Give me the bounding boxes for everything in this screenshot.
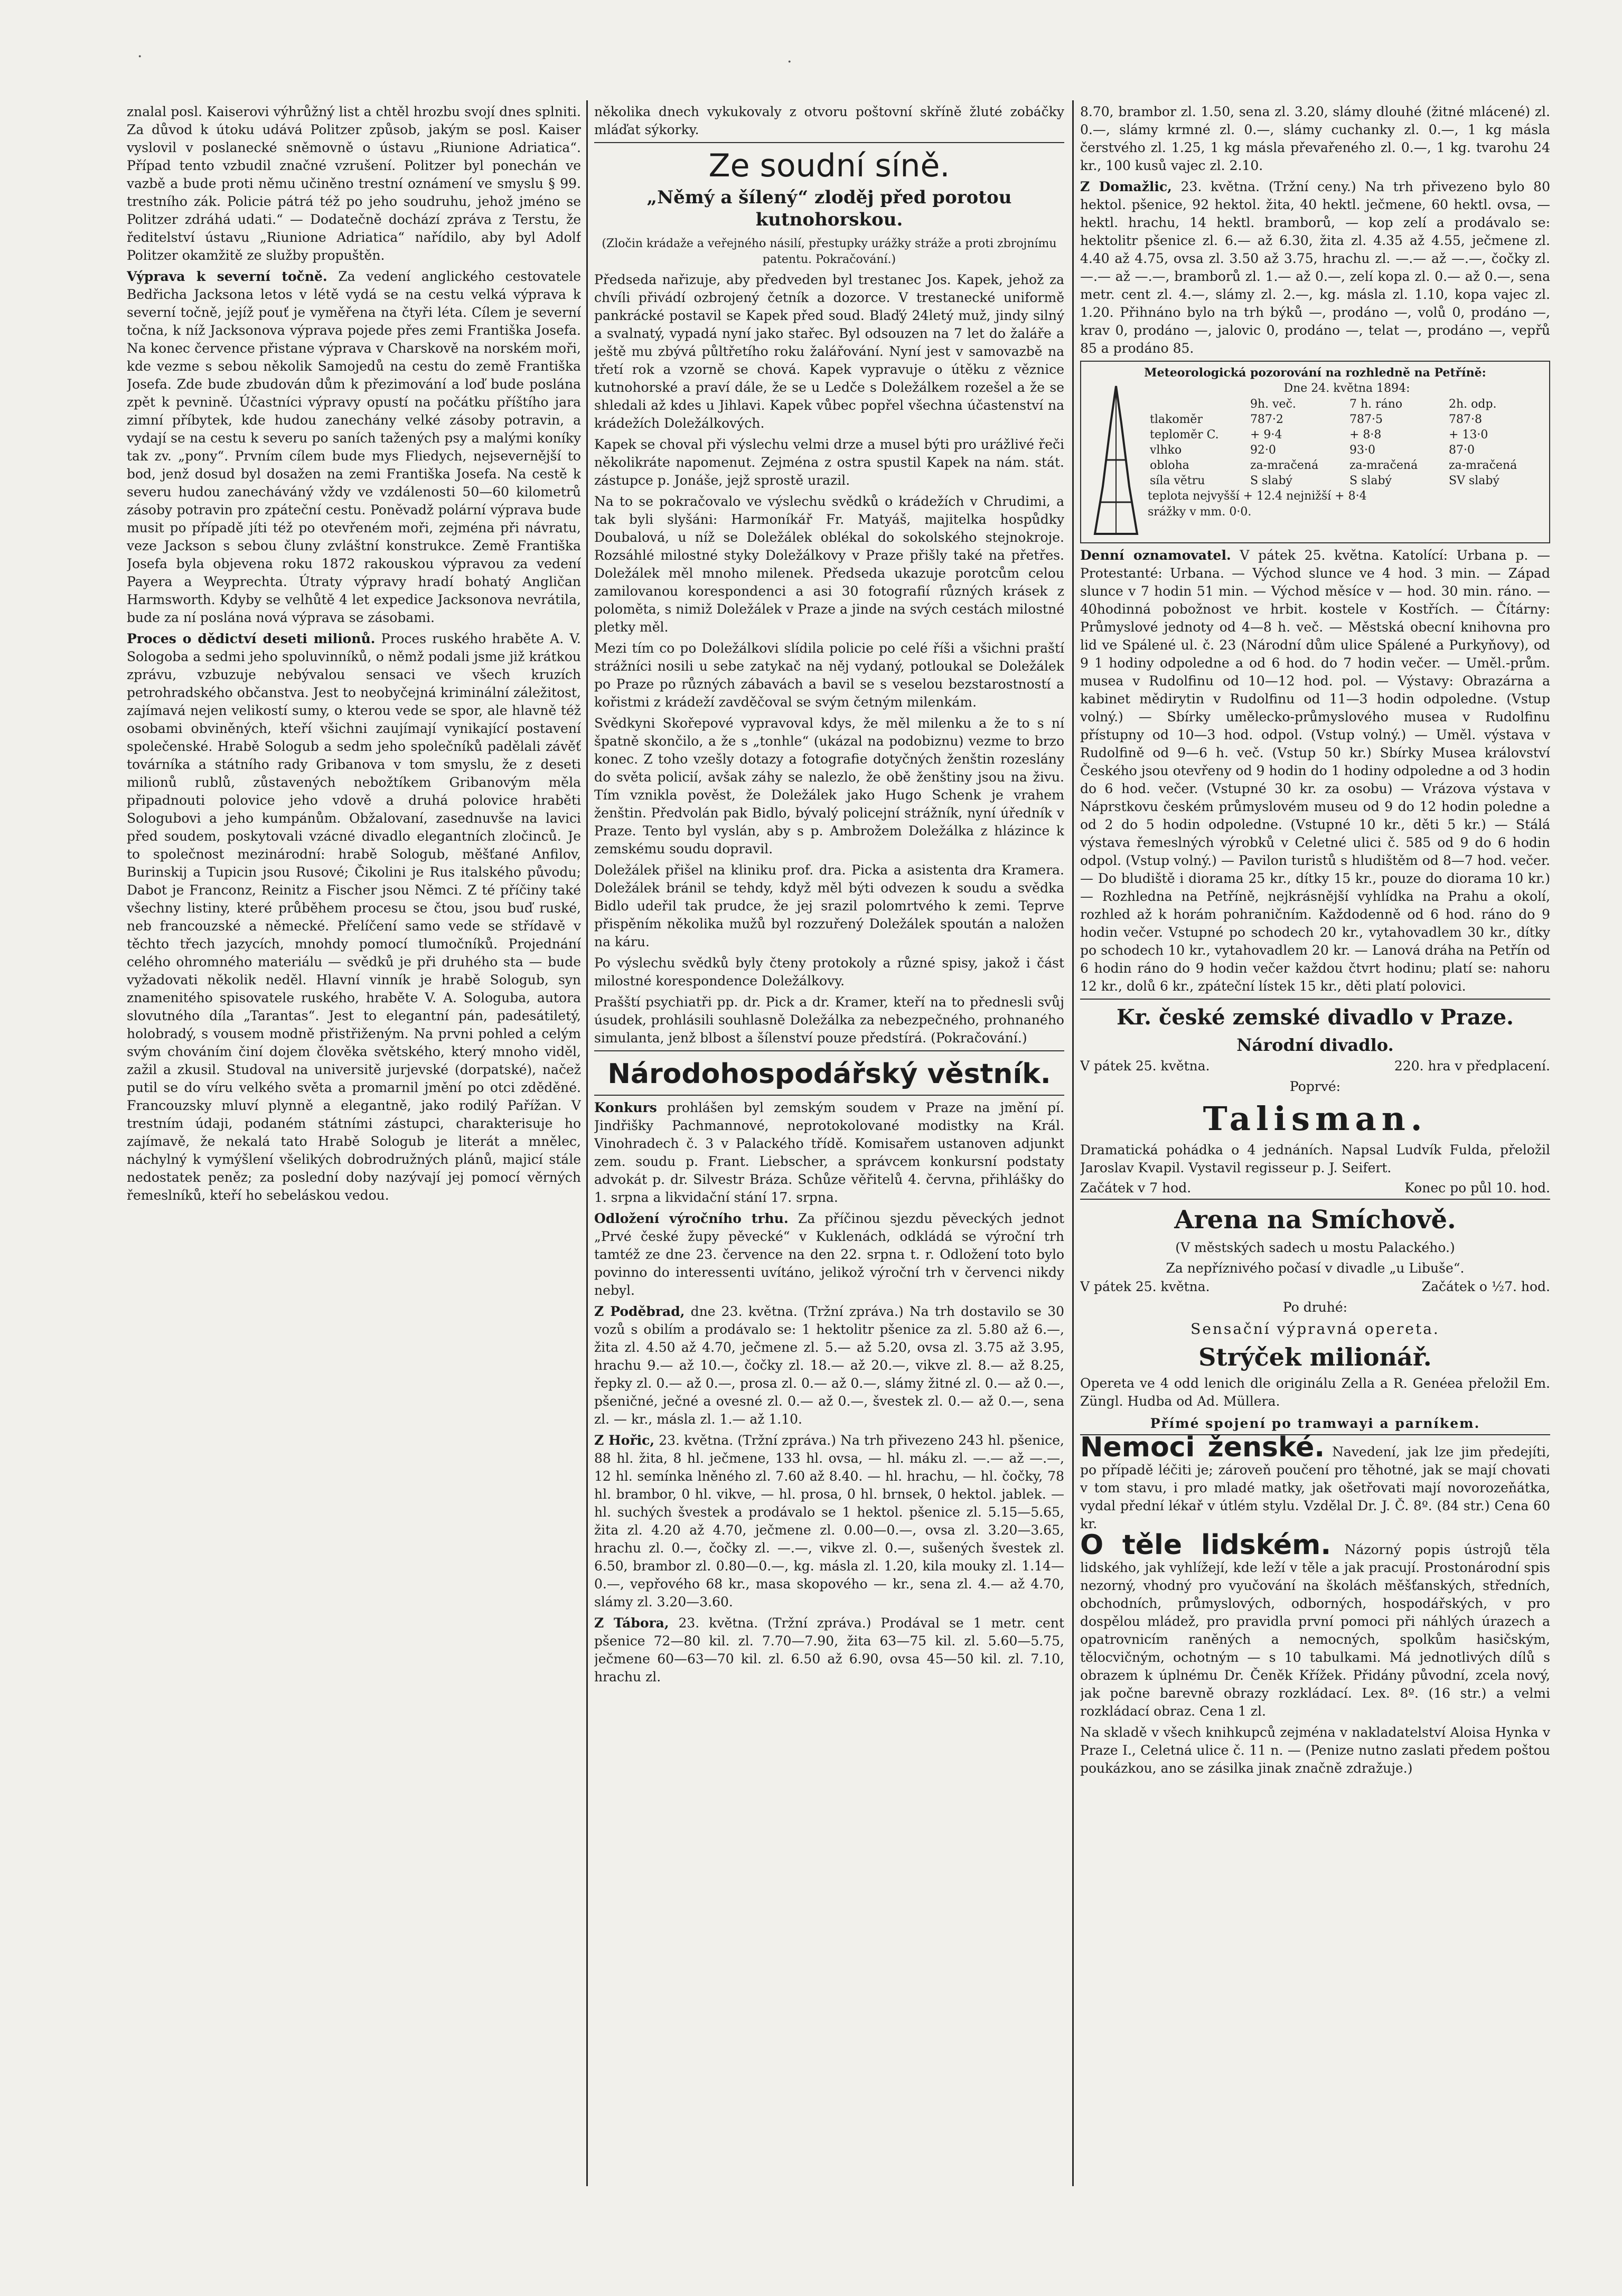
weather-value: za-mračená [1349, 459, 1418, 472]
weather-value: za-mračená [1250, 459, 1319, 472]
section-heading: Ze soudní síně. [708, 147, 950, 184]
item-heading: Z Tábora, [594, 1615, 669, 1631]
arena-heading: Arena na Smíchově. [1174, 1205, 1456, 1235]
weather-row-label: obloha [1150, 459, 1189, 472]
item-heading: Denní oznamovatel. [1080, 548, 1231, 563]
weather-value: + 9·4 [1250, 428, 1282, 441]
arena-date: V pátek 25. května. [1080, 1279, 1210, 1294]
item-heading: Z Poděbrad, [594, 1304, 685, 1319]
petrin-tower-illustration [1084, 381, 1148, 539]
article-text: Kapek se choval při výslechu velmi drze a musel býti pro urážlivé řeči několikráte napomenut. Zejména z ostra spustil Kapek na nám. stát. zástupce p. Jonáše, jejž sprostě urazil. [594, 437, 1064, 488]
middle-column [594, 103, 1064, 2231]
section-heading: Národohospodářský věstník. [607, 1058, 1051, 1090]
right-column [1080, 103, 1550, 2231]
article-text: Doležálek přišel na kliniku prof. dra. Picka a asistenta dra Kramera. Doležálek bránil se tehdy, když měl býti odvezen k soudu a svědka Bidlo udeřil tak prudce, že jej srazil polomrtvého k zemi. Teprve přispěním několika mužů byl rozzuřený Doležálek spoután a naložen na káru. [594, 862, 1064, 949]
news-item [594, 1303, 1064, 1428]
article-text: Po výslechu svědků byly čteny protokoly a různé spisy, jakož i část milostné korespondence Doležálkovy. [594, 955, 1064, 989]
weather-row-label: síla větru [1150, 474, 1205, 487]
news-item [1080, 547, 1550, 995]
advert-heading: Nemoci ženské. [1080, 1432, 1325, 1463]
article-text [127, 630, 581, 1205]
divider [594, 1095, 1064, 1096]
item-heading: Z Domažlic, [1080, 179, 1172, 194]
weather-value: 92·0 [1250, 444, 1276, 457]
item-body: 23. května. (Tržní zpráva.) Na trh přivezeno 243 hl. pšenice, 88 hl. žita, 8 hl. ječmene, 133 hl. ovsa, — hl. máku zl. —.— až —.—, 12 hl. semínka lněného zl. 7.60 až 8.40. — hl. hrachu, — hl. čočky, 78 hl. brambor, 0 hl. vikve, — hl. prosa, 0 hl. brnsek, 0 hektol. jablek. — hl. suchých švestek a prodávalo se 1 hektol. pšenice zl. 5.15—5.65, žita zl. 4.20 až 4.70, ječmene zl. 0.00—0.—, ovsa zl. 3.20—3.65, hrachu zl. 0.—, čočky zl. —.—, vikve zl. 0.—, sušených švestek zl. 6.50, brambor zl. 0.80—0.—, kg. másla zl. 1.20, kila mouky zl. 1.14—0.—, vepřového 68 kr., masa skopového — kr., sena zl. 4.— až 4.70, slámy zl. 3.20—3.60. [594, 1433, 1064, 1610]
weather-value: 93·0 [1349, 444, 1375, 457]
weather-value: 787·5 [1349, 413, 1383, 426]
theatre-heading: Kr. české zemské divadlo v Praze. [1117, 1005, 1514, 1030]
article-text: několika dnech vykukovaly z otvoru poštovní skříně žluté zobáčky mláďat sýkorky. [594, 104, 1064, 137]
weather-value: S slabý [1349, 474, 1392, 487]
article-body: Za vedení anglického cestovatele Bedřicha Jacksona letos v létě vydá se na cestu velká výprava k severní točně, jejíž pouť je vyměřena na čtyři léta. Cílem je severní točna, k níž Jacksonova výprava pojede přes zemi Františka Josefa. Na konec července přistane výprava v Charskově na norském moři, kde vezme s sebou několik Samojedů na cestu do země Františka Josefa. Zde bude zbudován dům k přezimování a loď bude poslána zpět k pevnině. Účastníci výpravy opustí na počátku příštího jara zimní příbytek, kde hudou zanechány velké zásoby potravin, a vydají se na cestu k severu po saních tažených psy a malými koníky tak zv. „pony“. Prvním cílem bude mys Fliedych, nejsevernější to bod, jenž dosud byl dosažen na zemi Františka Josefa. Na cestě k severu hudou zanecháváný vždy ve vzdálenosti 50—60 kilometrů zásoby potravin pro zpáteční cestu. Poněvadž polární výprava bude musit po případě jíti též po otevřeném moři, zejména při návratu, veze Jackson s sebou čluny zvláštní konstrukce. Země Františka Josefa byla objevena roku 1872 rakouskou výpravou za vedení Payera a Weyprechta. Útraty výpravy hradí bohatý Angličan Harmsworth. Kdyby se velhůtě 4 let expedice Jacksonova nevrátila, bude za ní poslána nová výprava se zásobami. [127, 269, 581, 625]
left-column [127, 103, 581, 2231]
article-text: Prašští psychiatři pp. dr. Pick a dr. Kramer, kteří na to přednesli svůj úsudek, prohlásili souhlasně Doležálka za nebezpečného, prohnaného simulanta, jenž blbost a šílenství pouze předstírá. (Pokračování.) [594, 994, 1064, 1046]
divider [1080, 1199, 1550, 1200]
weather-row-label: tlakoměr [1150, 413, 1203, 426]
item-body: V pátek 25. května. Katolící: Urbana p. — Protestanté: Urbana. — Východ slunce ve 4 hod. 3 min. — Západ slunce v 7 hodin 51 min. — Východ měsíce v — hod. 30 min. ráno. — 40hodinná pobožnost ve hrbit. kostele v Kostřích. — Čítárny: Průmyslové jednoty od 4—8 h. več. — Městská obecní knihovna pro lid ve Spálené ul. č. 23 (Národní dům ulice Spálené a Purkyňovy), od 9 1 hodiny odpoledne a od 6 hod. do 7 hodin večer. — Uměl.-prům. musea v Rudolfinu od 10—12 hod. pol. — Výstavy: Obrazárna a kabinet mědirytin v Rudolfinu od 11—3 hodin odpoledne. (Vstup volný.) — Sbírky umělecko-průmyslového musea v Rudolfinu přístupny od 10—3 hod. odpol. (Vstup volný.) — Uměl. výstava v Rudolfině od 9—6 h. več. (Vstup 50 kr.) Sbírky Musea království Českého jsou otevřeny od 9 hodin do 1 hodiny odpoledne a od 3 hodin do 6 hod. večer. (Vstupné 30 kr. za osobu) — Vrázova výstava v Náprstkovu českém průmyslovém museu od 9 do 12 hodin poledne a od 2 do 5 hodin odpoledne. (Vstupné 10 kr., děti 5 kr.) — Stálá výstava řemeslných výrobků v Celetné ulici č. 585 od 9 do 6 hodin odpol. (Vstup volný.) — Pavilon turistů s hludištěm od 8—7 hod. večer. — Do bludiště i diorama 25 kr., dítky 15 kr., pouze do diorama 10 kr.) — Rozhledna na Petříně, nejkrásnější vyhlídka na Prahu a okolí, rozhled až k horám pohraničním. Každodenně od 6 hod. ráno do 9 hodin večer. Vstupné po schodech 20 kr., vytahovadlem 30 kr., dítky po schodech 10 kr., vytahovadlem 20 kr. — Lanová dráha na Petřín od 6 hodin ráno do 9 hodin večer každou čtvrt hodinu; platí se: nahoru 12 kr., dolů 6 kr., zpáteční lístek 15 kr., děti platí polovici. [1080, 548, 1550, 994]
weather-temperature: teplota nejvyšší + 12.4 nejnižší + 8·4 [1148, 490, 1367, 503]
divider [1080, 999, 1550, 1000]
article-subtitle: (Zločin krádaže a veřejného násilí, přestupky urážky stráže a proti zbrojnímu patentu. Pokračování.) [602, 237, 1057, 266]
item-body: 23. května. (Tržní zpráva.) Prodával se 1 metr. cent pšenice 72—80 kil. zl. 7.70—7.90, žita 63—75 kil. zl. 5.60—5.75, ječmene 60—63—70 kil. zl. 6.50 až 6.90, ovsa 45—50 kil. zl. 7.10, hrachu zl. [594, 1615, 1064, 1685]
weather-value: za-mračená [1448, 459, 1517, 472]
theatre-subheading: Národní divadlo. [1236, 1035, 1394, 1055]
weather-date: Dne 24. května 1894: [1283, 382, 1410, 395]
advert [1080, 1432, 1550, 1533]
article-text: Na to se pokračovalo ve výslechu svědků o krádežích v Chrudimi, a tak byli slyšáni: Harmoníkář Fr. Matyáš, majitelka hospůdky Doubalová, u níž se Doležálek oblékal do sokolského stejnokroje. Rozsáhlé milostné styky Doležálkovy v Praze přišly také na přetřes. Doležálek měl mnoho milenek. Předseda ukazuje porotcům celou zamilovanou korespondenci a asi 30 fotografií různých krásek z poloměta, s nimiž Doležálek v Praze a jinde na svých cestách milostné pletky měl. [594, 494, 1064, 635]
item-body: Za příčinou sjezdu pěveckých jednot „Prvé české župy pěvecké“ v Kuklenách, odkládá se výroční trh tamtéž ze dne 23. července na den 22. srpna t. r. Odložení toto bylo povinno do interessenti uvítáno, jelikož výroční trh v červenci nikdy nebyl. [594, 1211, 1064, 1298]
news-item [594, 1432, 1064, 1611]
arena-second: Po druhé: [1282, 1300, 1348, 1315]
article-heading: Výprava k severní točně. [127, 269, 327, 284]
article-title: „Němý a šílený“ zloděj před porotou kutnohorskou. [646, 187, 1012, 230]
advert-footer: Na skladě v všech knihkupců zejména v nakladatelství Aloisa Hynka v Praze I., Celetná ulice č. 11 n. — (Penize nutno zaslati předem poštou poukázkou, ano se zásilka jinak značně zdražuje.) [1080, 1725, 1550, 1776]
article-body: Proces ruského hraběte A. V. Sologoba a sedmi jeho spoluvinníků, o němž podali jsme již krátkou zprávu, vzbuzuje nebývalou sensaci ve všech kruzích petrohradského občanstva. Jest to neobyčejná kriminální záležitost, zajímavá nejen velikostí sumy, o kterou vede se spor, ale hlavně též osobami obviněných, kteří všichni zaujímají vynikající postavení společenské. Hrabě Sologub a sedm jeho společníků padělali závěť továrníka a státního rady Gribanova v tom smyslu, že z deseti milionů rublů, zůstavených nebožtíkem Gribanovým měla připadnouti polovice jeho vdově a druhá polovice hraběti Sologubovi a jeho kumpánům. Obžalovaní, zasednuvše na lavici před soudem, poskytovali vzácné divadlo elegantních zločinců. Je to společnost mezinárodní: hrabě Sologub, měšťané Anfilov, Burinskij a Tupicin jsou Rusové; Čikolini je Rus italského původu; Dabot je Franconz, Reinitz a Fischer jsou Němci. Z té příčiny také všechny listiny, které průběhem procesu se čtou, jsou buď ruské, neb francouzské a německé. Přelíčení samo vede se střídavě v těchto třech jazycích, mnohdy pomocí tlumočníků. Projednání celého ohromného materiálu — svědků je při druhého sta — bude vyžadovati několik neděl. Hlavní vinník je hrabě Sologub, syn znamenitého spisovatele ruského, hraběte V. A. Sologuba, autora slovutného díla „Tarantas“. Jest to elegantní pán, padesátiletý, holobradý, s vousem modně přistřiženým. Na prvni pohled a celým svým chováním činí dojem člověka světského, který mnoho viděl, zažil a zkusil. Studoval na universitě jurjevské (dorpatské), načež putil se do víru velkého světa a promarnil jmění po otci zděděné. Francouzsky mluví plynně a elegantně, jako rodilý Pařížan. V trestním údaji, podaném státními zástupci, charakterisuje ho zajímavě, že nekalá tato Hrabě Sologub je literát a mnělec, náchylný k vymýšlení všelikých dobrodružných plánů, majicí stále nedostatek peněz; za poslední doby nazývají jej pomocí věrných řemeslníků, kteří ho sebeláskou vedou. [127, 631, 581, 1203]
advert-body: Názorný popis ústrojů těla lidského, jak vyhlížejí, kde leží v těle a jak pracují. Prostonárodní spis nezorný, vhodný pro vyučování na školách měšťanských, středních, obchodních, průmyslových, odborných, hospodářských, v pro dospělou mládež, pro pravidla první pomoci při náhlých úrazech a opatrovnicím raněných a nemocných, spolkům hasičským, tělocvičným, ochotným — s 10 tabulkami. Má jednotlivých dílů s obrazem k úplnému Dr. Čeněk Křížek. Přidány původní, zcela nový, jak počne barevně obrazy rozkládací. Lex. 8º. (16 str.) a velmi rozkládací obraz. Cena 1 zl. [1080, 1542, 1550, 1719]
arena-note: Za nepříznivého počasí v divadle „u Libuše“. [1166, 1260, 1465, 1276]
weather-value: SV slabý [1448, 474, 1499, 487]
news-item [1080, 178, 1550, 357]
advert-heading: O těle lidském. [1080, 1529, 1332, 1561]
arena-start: Začátek o ½7. hod. [1421, 1279, 1550, 1294]
page-mark: · [787, 53, 792, 71]
arena-description: Opereta ve 4 odd lenich dle originálu Zella a R. Genéea přeložil Em. Züngl. Hudba od Ad. Müllera. [1080, 1376, 1550, 1409]
weather-col-head: 9h. več. [1250, 398, 1296, 411]
column-rule [586, 100, 588, 2186]
divider [594, 1050, 1064, 1051]
column-rule [1072, 100, 1074, 2186]
article-heading: Proces o dědictví deseti milionů. [127, 631, 376, 646]
theatre-date: V pátek 25. května. [1080, 1058, 1210, 1074]
theatre-number: 220. hra v předplacení. [1394, 1058, 1550, 1074]
weather-value: + 8·8 [1349, 428, 1382, 441]
weather-row-label: teploměr C. [1150, 428, 1219, 441]
divider [594, 142, 1064, 143]
theatre-end: Konec po půl 10. hod. [1404, 1180, 1550, 1196]
item-body: 23. května. (Tržní ceny.) Na trh přivezeno bylo 80 hektol. pšenice, 92 hektol. žita, 40 hektl. ječmene, 60 hektl. ovsa, — hektl. hrachu, 14 hektl. bramborů, — kop zelí a prodávalo se: hektolitr pšenice zl. 6.— až 6.30, žita zl. 4.35 až 4.55, ječmene zl. 4.40 až 4.75, ovsa zl. 3.50 až 3.75, hrachu zl. —.— až —.—, čočky zl. —.— až —.—, bramborů zl. 1.— až 0.—, zelí kopa zl. 0.— až 0.—, sena metr. cent zl. 4.—, slámy zl. 2.—, kg. másla zl. 1.10, kopa vajec zl. 1.20. Přihnáno bylo na trh býků —, prodáno —, volů 0, prodáno —, krav 0, prodáno —, jalovic 0, prodáno —, telat —, prodáno —, vepřů 85 a prodáno 85. [1080, 179, 1550, 356]
weather-value: 787·2 [1250, 413, 1283, 426]
weather-table [1148, 397, 1546, 488]
arena-play-title: Strýček milionář. [1198, 1343, 1432, 1371]
article-text: znalal posl. Kaiserovi výhrůžný list a chtěl hrozbu svojí dnes splniti. Za důvod k útoku udává Politzer způsob, jakým se posl. Kaiser vyslovil v poslanecké sněmovně o ústavu „Riunione Adriatica“. Případ tento vzbudil značné vzrušení. Politzer byl ponechán ve vazbě a bude proti němu učiněno trestní oznámení ve smyslu § 99. trestního zák. Policie pátrá též po jeho soudruhu, jehož jméno se Politzer zdráhá udati.“ — Dodatečně dochází zpráva z Terstu, že ředitelství ústavu „Riunione Adriatica“ nařídilo, aby byl Adolf Politzer okamžitě ze služby propuštěn. [127, 104, 581, 263]
theatre-premiere: Poprvé: [1289, 1079, 1341, 1094]
weather-value: + 13·0 [1448, 428, 1488, 441]
article-text: 8.70, brambor zl. 1.50, sena zl. 3.20, slámy dlouhé (žitné mlácené) zl. 0.—, slámy krmné zl. 0.—, slámy cuchanky zl. 0.—, 1 kg másla čerstvého zl. 1.25, 1 kg másla převařeného zl. 0.—, 1 kg. tvarohu 24 kr., 100 kusů vajec zl. 2.10. [1080, 104, 1550, 173]
arena-tram: Přímé spojení po tramwayi a parníkem. [1150, 1416, 1480, 1431]
theatre-start: Začátek v 7 hod. [1080, 1180, 1192, 1196]
weather-title: Meteorologická pozorování na rozhledně na Petříně: [1144, 366, 1486, 380]
article-text: Svědkyni Skořepové vypravoval kdys, že měl milenku a že to s ní špatně skončilo, a že s „tonhle“ (ukázal na podobiznu) vezme to brzo konec. Z toho vzešly dotazy a fotografie dotyčných ženštin rozeslány do světa policií, avšak záhy se nalezlo, že obě ženštiny jsou na živu. Tím vznikla pověst, že Doležálek jako Hugo Schenk je vrahem ženštin. Předvolán pak Bidlo, bývalý policejní strážník, nyní úředník v Praze. Tento byl vyslán, aby s p. Ambrožem Doležálka z hlázince k zemskému soudu dopravil. [594, 716, 1064, 857]
item-heading: Odložení výročního trhu. [594, 1211, 789, 1226]
weather-value: 87·0 [1448, 444, 1475, 457]
weather-col-head: 7 h. ráno [1349, 398, 1403, 411]
article-text [127, 268, 581, 627]
theatre-play-title: Talisman. [1203, 1099, 1428, 1138]
weather-value: S slabý [1250, 474, 1292, 487]
article-text: Mezi tím co po Doležálkovi slídila policie po celé říši a všichni praští strážníci nosili u sebe zatykač na něj vydaný, potloukal se Doležálek po Praze po různých zábavách a bavil se s veselou bezstarostností a kořistmi z krádeží zavděčoval se svým četným milenkám. [594, 641, 1064, 710]
weather-col-head: 2h. odp. [1448, 398, 1497, 411]
weather-row-label: vlhko [1150, 444, 1182, 457]
theatre-description: Dramatická pohádka o 4 jednáních. Napsal Ludvík Fulda, přeložil Jaroslav Kvapil. Vystavil regisseur p. J. Seifert. [1080, 1142, 1550, 1175]
news-item [594, 1614, 1064, 1686]
weather-box [1080, 361, 1550, 543]
item-body: dne 23. května. (Tržní zpráva.) Na trh dostavilo se 30 vozů s obilím a prodávalo se: 1 hektolitr pšenice za zl. 5.80 až 6.—, žita zl. 4.50 až 4.70, ječmene zl. 5.— až 5.20, ovsa zl. 3.75 až 3.95, hrachu 9.— až 10.—, čočky zl. 18.— až 20.—, vikve zl. 8.— až 8.25, řepky zl. 0.— až 0.—, prosa zl. 0.— až 0.—, slámy žitné zl. 0.— až 0.—, pšeničné, ječné a ovesné zl. 0.— až 0.—, švestek zl. 0.— až 0.—, sena zl. — kr., másla zl. 1.— až 1.10. [594, 1304, 1064, 1427]
arena-genre: Sensační výpravná opereta. [1190, 1320, 1440, 1338]
article-text: Předseda nařizuje, aby předveden byl trestanec Jos. Kapek, jehož za chvíli přivádí ozbrojený četník a dozorce. V trestanecké uniformě pankrácké postavil se Kapek před soud. Blaďý 24letý muž, jindy silný a svalnatý, vypadá nyní jako stařec. Byl odsouzen na 7 let do žaláře a ještě mu zbývá půltřetího roku žalářování. Nyní jest v samovazbě na třetí rok a vzorně se chová. Kapek vypravuje o útěku z věznice kutnohorské a praví dále, že se u Ledče s Doležálkem rozešel a že se shledali až kdes u Jihlavi. Kapek vůbec popřel všechna účastenství na krádežích Doležálkových. [594, 272, 1064, 431]
item-body: prohlášen byl zemským soudem v Praze na jmění pí. Jindřišky Pachmannové, neprotokolované modistky na Král. Vinohradech č. 3 v Palackého třídě. Komisařem ustanoven adjunkt zem. soudu p. Frant. Liebscher, a správcem konkursní podstaty advokát p. dr. Silvestr Bráza. Schůze věřitelů 4. června, přihlášky do 1. srpna a likvidační stání 17. srpna. [594, 1100, 1064, 1205]
news-item [594, 1099, 1064, 1207]
weather-precipitation: srážky v mm. 0·0. [1148, 505, 1252, 519]
page-mark: · [137, 48, 143, 66]
advert [1080, 1529, 1550, 1720]
advert-body: Navedení, jak lze jim předejíti, po případě léčiti je; zároveň poučení pro těhotné, jak se mají chovati v tom stavu, i pro mladé matky, jak ošetřovati mají novorozeňátka, vydal přední lékař v útlém stylu. Vzdělal Dr. J. Č. 8º. (84 str.) Cena 60 kr. [1080, 1444, 1550, 1531]
weather-value: 787·8 [1448, 413, 1482, 426]
news-item [594, 1210, 1064, 1300]
item-heading: Konkurs [594, 1100, 657, 1115]
item-heading: Z Hořic, [594, 1433, 655, 1448]
arena-subheading: (V městských sadech u mostu Palackého.) [1175, 1240, 1455, 1255]
